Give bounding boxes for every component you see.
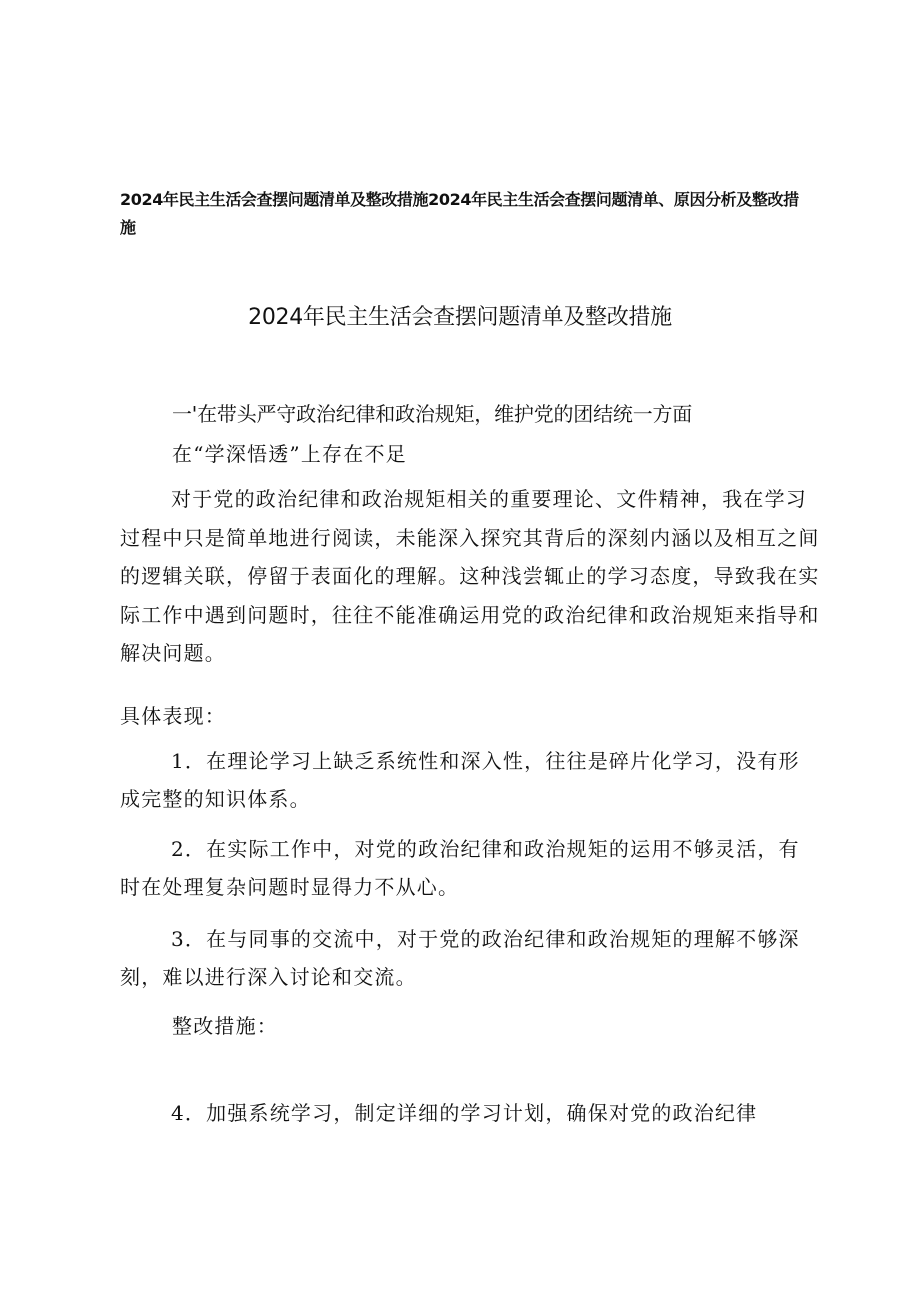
manifestation-item-2: 2．在实际工作中，对党的政治纪律和政治规矩的运用不够灵活，有时在处理复杂问题时显得力不从心。 [120,837,800,899]
measures-label: 整改措施： [172,1014,278,1038]
section-heading: 一'在带头严守政治纪律和政治规矩，维护党的团结统一方面 [172,402,693,426]
manifestation-item-3: 3．在与同事的交流中，对于党的政治纪律和政治规矩的理解不够深刻，难以进行深入讨论和交流。 [120,927,800,989]
document-header: 2024年民主生活会查摆问题清单及整改措施2024年民主生活会查摆问题清单、原因分析及整改措施 [120,190,799,237]
manifestation-item-1: 1．在理论学习上缺乏系统性和深入性，往往是碎片化学习，没有形成完整的知识体系。 [120,749,800,811]
document-title: 2024年民主生活会查摆问题清单及整改措施 [248,305,672,330]
measure-item-4: 4．加强系统学习，制定详细的学习计划，确保对党的政治纪律 [171,1101,758,1125]
manifestations-label: 具体表现： [120,704,226,728]
subsection-heading: 在“学深悟透”上存在不足 [172,442,407,466]
body-paragraph: 对于党的政治纪律和政治规矩相关的重要理论、文件精神，我在学习过程中只是简单地进行阅读，未能深入探究其背后的深刻内涵以及相互之间的逻辑关联，停留于表面化的理解。这种浅尝辄止的学习态度，导致我在实际工作中遇到问题时，往往不能准确运用党的政治纪律和政治规矩来指导和解决问题。 [120,487,820,665]
